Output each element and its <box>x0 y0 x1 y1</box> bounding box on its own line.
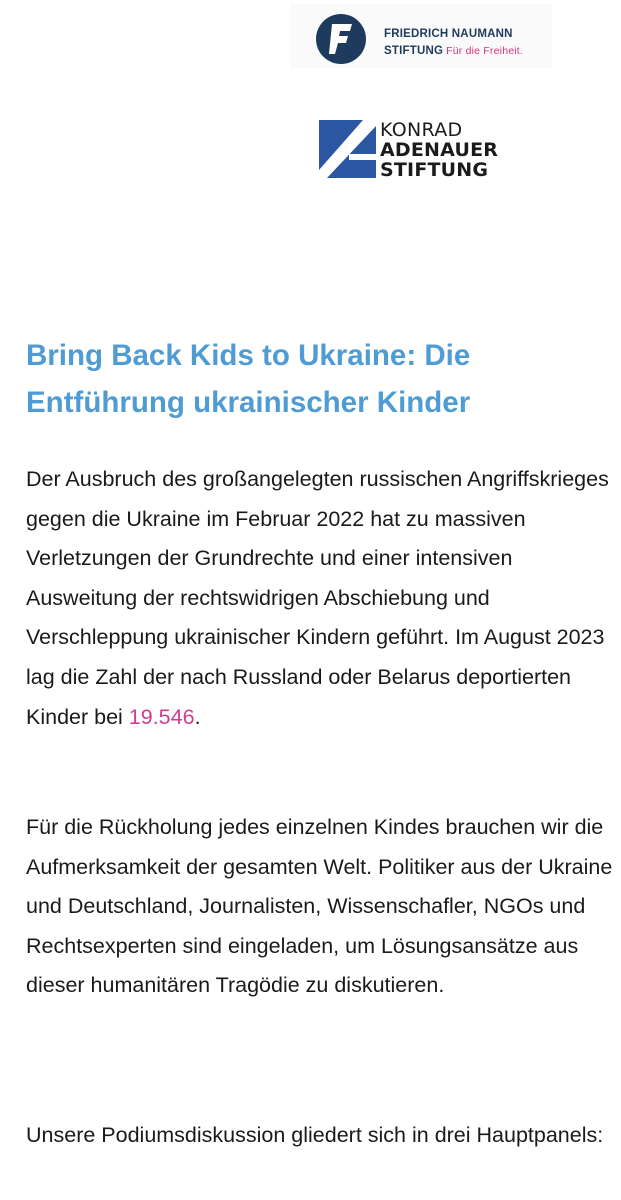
paragraph-intro <box>26 460 616 737</box>
fns-wordmark <box>384 26 523 60</box>
fns-name-stiftung: STIFTUNG <box>384 45 444 57</box>
konrad-adenauer-logo <box>319 120 519 180</box>
fns-f-letter-icon <box>328 22 354 56</box>
paragraph-intro-text: Der Ausbruch des großangelegten russischen Angriffskrieges gegen die Ukraine im Februar 2022 hat zu massiven Verletzungen der Grundrechte und einer intensiven Ausweitung der rechtswidrigen Abschiebung und Verschleppung ukrainischer Kindern geführt. Im August 2023 lag die Zahl der nach Russland oder Belarus deportierten Kinder bei <box>26 467 609 729</box>
kas-wordmark <box>380 120 498 180</box>
paragraph-intro-end: . <box>194 704 201 729</box>
deported-children-count: 19.546 <box>128 704 195 729</box>
article-title: Bring Back Kids to Ukraine: Die Entführung ukrainischer Kinder <box>26 339 471 419</box>
fns-name-line2 <box>384 43 523 60</box>
kas-emblem-icon <box>319 120 376 178</box>
fns-emblem-icon <box>316 14 366 64</box>
paragraph-panels-intro: Unsere Podiumsdiskussion gliedert sich in drei Hauptpanels: <box>26 1123 604 1147</box>
kas-name-line2: ADENAUER <box>380 139 499 161</box>
kas-name-line3: STIFTUNG <box>380 159 489 181</box>
paragraph-call-to-action: Für die Rückholung jedes einzelnen Kindes brauchen wir die Aufmerksamkeit der gesamten Welt. Politiker aus der Ukraine und Deutschland, Journalisten, Wissenschafler, NGOs und Rechtsexperten sind eingeladen, um Lösungsansätze aus dieser humanitären Tragödie zu diskutieren. <box>26 815 613 998</box>
fns-tagline: Für die Freiheit. <box>446 45 524 57</box>
fns-name-line1: FRIEDRICH NAUMANN <box>384 28 513 40</box>
friedrich-naumann-logo <box>290 4 552 68</box>
kas-name-line1: KONRAD <box>380 119 463 141</box>
